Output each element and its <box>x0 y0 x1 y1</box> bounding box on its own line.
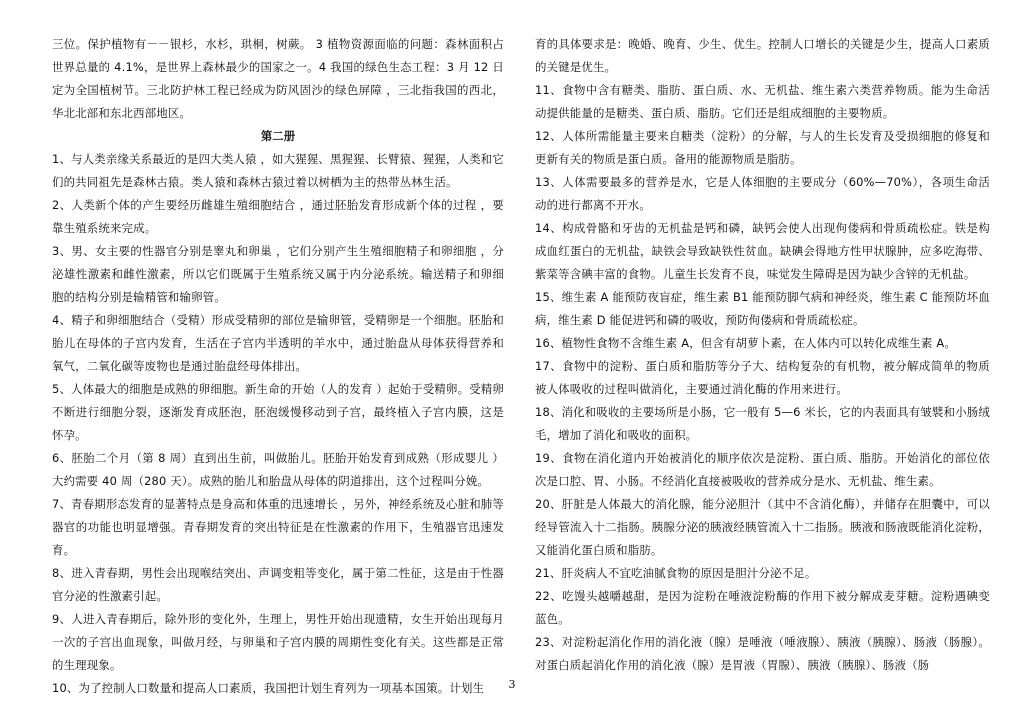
list-item: 4、精子和卵细胞结合（受精）形成受精卵的部位是输卵管，受精卵是一个细胞。胚胎和胎儿在母体的子宫内发育，生活在子宫内半透明的羊水中，通过胎盘从母体获得营养和氧气，二氧化碳等废物也是通过胎盘经母体排出。 <box>52 313 504 373</box>
list-item: 13、人体需要最多的营养是水，它是人体细胞的主要成分（60%—70%），各项生命活动的进行都离不开水。 <box>535 175 990 212</box>
list-item: 1、与人类亲缘关系最近的是四大类人猿 ，如大猩猩、黑猩猩、长臂猿、猩猩，人类和它们的共同祖先是森林古猿。类人猿和森林古猿过着以树栖为主的热带丛林生活。 <box>52 152 504 189</box>
list-item: 12、人体所需能量主要来自糖类（淀粉）的分解，与人的生长发育及受损细胞的修复和更新有关的物质是蛋白质。备用的能源物质是脂肪。 <box>535 129 990 166</box>
intro-paragraph: 三位。保护植物有－－银杉，水杉，珙桐，树蕨。 3 植物资源面临的问题：森林面积占世界总量的 4.1%，是世界上森林最少的国家之一。4 我国的绿色生态工程：3 月 12 日定为全国植树节。三北防护林工程已经成为防风固沙的绿色屏障 ，三北指我国的西北，华北北部和东北西部地区。 <box>52 37 504 120</box>
list-item: 11、食物中含有糖类、脂肪、蛋白质、水、无机盐、维生素六类营养物质。能为生命活动提供能量的是糖类、蛋白质、脂肪。它们还是组成细胞的主要物质。 <box>535 83 990 120</box>
list-item: 2、人类新个体的产生要经历雌雄生殖细胞结合 ，通过胚胎发育形成新个体的过程 ，要靠生殖系统来完成。 <box>52 198 504 235</box>
right-column <box>535 33 990 677</box>
list-item: 20、肝脏是人体最大的消化腺，能分泌胆汁（其中不含消化酶），并储存在胆囊中，可以经导管流入十二指肠。胰腺分泌的胰液经胰管流入十二指肠。胰液和肠液既能消化淀粉，又能消化蛋白质和脂肪。 <box>535 497 990 557</box>
left-column <box>52 33 504 700</box>
list-item: 7、青春期形态发育的显著特点是身高和体重的迅速增长 ，另外，神经系统及心脏和肺等器官的功能也明显增强。青春期发育的突出特征是在性激素的作用下，生殖器官迅速发育。 <box>52 497 504 557</box>
list-item: 15、维生素 A 能预防夜盲症，维生素 B1 能预防脚气病和神经炎，维生素 C 能预防坏血病，维生素 D 能促进钙和磷的吸收，预防佝偻病和骨质疏松症。 <box>535 290 990 327</box>
list-item: 8、进入青春期，男性会出现喉结突出、声调变粗等变化，属于第二性征，这是由于性器官分泌的性激素引起。 <box>52 566 504 603</box>
list-item: 10、为了控制人口数量和提高人口素质，我国把计划生育列为一项基本国策。计划生 <box>52 681 485 695</box>
list-item: 21、肝炎病人不宜吃油腻食物的原因是胆汁分泌不足。 <box>535 566 817 580</box>
list-item: 22、吃馒头越嚼越甜，是因为淀粉在唾液淀粉酶的作用下被分解成麦芽糖。淀粉遇碘变蓝色。 <box>535 589 990 626</box>
list-item: 5、人体最大的细胞是成熟的卵细胞。新生命的开始（人的发育 ）起始于受精卵。受精卵不断进行细胞分裂，逐渐发育成胚泡，胚泡缓慢移动到子宫，最终植入子宫内膜，这是怀孕。 <box>52 382 504 442</box>
section-heading: 第二册 <box>260 129 296 143</box>
list-item: 9、人进入青春期后，除外形的变化外，生理上，男性开始出现遗精，女生开始出现每月一次的子宫出血现象，叫做月经，与卵巢和子宫内膜的周期性变化有关。这些都是正常的生理现象。 <box>52 612 504 672</box>
list-item: 23、对淀粉起消化作用的消化液（腺）是唾液（唾液腺）、胰液（胰腺）、肠液（肠腺）。对蛋白质起消化作用的消化液（腺）是胃液（胃腺）、胰液（胰腺）、肠液（肠 <box>535 635 990 672</box>
list-item: 17、食物中的淀粉、蛋白质和脂肪等分子大、结构复杂的有机物，被分解成简单的物质被人体吸收的过程叫做消化，主要通过消化酶的作用来进行。 <box>535 359 990 396</box>
list-item: 18、消化和吸收的主要场所是小肠，它一般有 5—6 米长，它的内表面具有皱襞和小肠绒毛，增加了消化和吸收的面积。 <box>535 405 990 442</box>
list-item: 育的具体要求是：晚婚、晚育、少生、优生。控制人口增长的关键是少生，提高人口素质的关键是优生。 <box>535 37 990 74</box>
list-item: 19、食物在消化道内开始被消化的顺序依次是淀粉、蛋白质、脂肪。开始消化的部位依次是口腔、胃、小肠。不经消化直接被吸收的营养成分是水、无机盐、维生素。 <box>535 451 990 488</box>
list-item: 3、男、女主要的性器官分别是睾丸和卵巢 ，它们分别产生生殖细胞精子和卵细胞 ，分泌雄性激素和雌性激素，所以它们既属于生殖系统又属于内分泌系统。输送精子和卵细胞的结构分别是输精管和输卵管。 <box>52 244 504 304</box>
list-item: 16、植物性食物不含维生素 A，但含有胡萝卜素，在人体内可以转化成维生素 A。 <box>535 336 957 350</box>
list-item: 6、胚胎二个月（第 8 周）直到出生前，叫做胎儿。胚胎开始发育到成熟（形成婴儿 ）大约需要 40 周（280 天）。成熟的胎儿和胎盘从母体的阴道排出，这个过程叫分娩。 <box>52 451 504 488</box>
page-number: 3 <box>508 678 516 691</box>
list-item: 14、构成骨骼和牙齿的无机盐是钙和磷，缺钙会使人出现佝偻病和骨质疏松症。铁是构成血红蛋白的无机盐，缺铁会导致缺铁性贫血。缺碘会得地方性甲状腺肿，应多吃海带、紫菜等含碘丰富的食物。儿童生长发育不良，味觉发生障碍是因为缺少含锌的无机盐。 <box>535 221 990 281</box>
